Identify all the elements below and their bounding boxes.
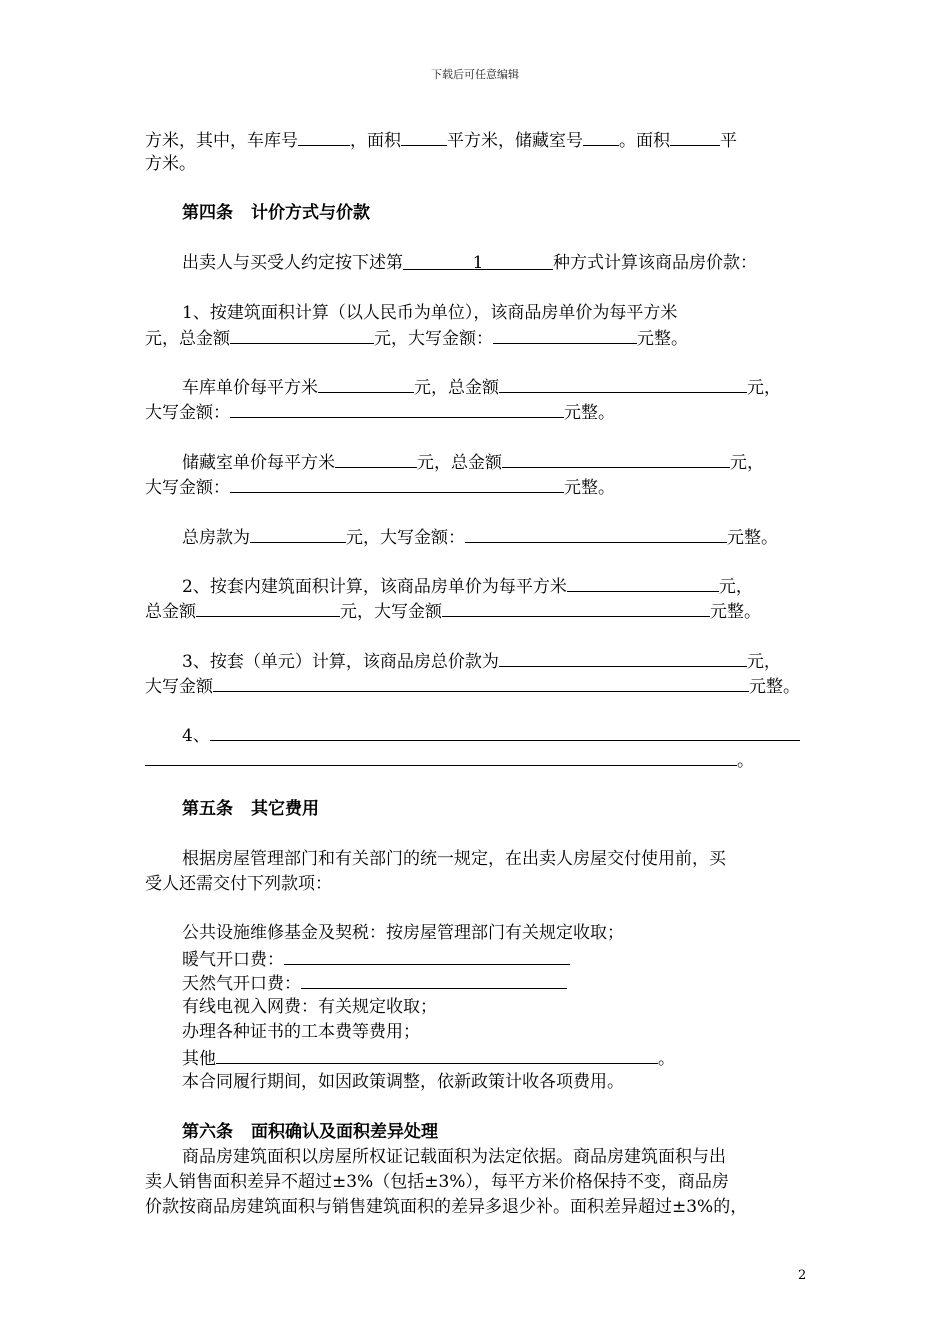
- text-line: 。: [145, 747, 754, 773]
- text-line: 大写金额： 元整。: [145, 474, 615, 500]
- blank-field[interactable]: [670, 127, 720, 146]
- blank-field[interactable]: [230, 399, 564, 418]
- page-header: 下载后可任意编辑: [431, 68, 519, 81]
- blank-field[interactable]: [301, 970, 567, 989]
- text-line: 大写金额： 元整。: [145, 399, 615, 425]
- text-line: 受人还需交付下列款项：: [145, 874, 332, 894]
- blank-field[interactable]: [216, 1045, 658, 1064]
- blank-field[interactable]: [298, 127, 350, 146]
- text-line: 天然气开口费：: [182, 970, 567, 996]
- article-heading: 第四条 计价方式与价款: [182, 203, 370, 223]
- blank-field[interactable]: [502, 449, 730, 468]
- text-line: 公共设施维修基金及契税：按房屋管理部门有关规定收取；: [182, 923, 624, 943]
- text-line: 1、按建筑面积计算（以人民币为单位），该商品房单价为每平方米: [182, 303, 678, 323]
- text-line: 其他 。: [182, 1045, 675, 1071]
- blank-field[interactable]: [230, 325, 374, 344]
- blank-field[interactable]: [335, 449, 417, 468]
- text-line: 方米。: [145, 154, 196, 174]
- blank-field[interactable]: [499, 648, 747, 667]
- blank-field[interactable]: [213, 673, 749, 692]
- blank-field[interactable]: [442, 598, 710, 617]
- text-line: 本合同履行期间，如因政策调整，依新政策计收各项费用。: [182, 1072, 624, 1092]
- blank-field[interactable]: [318, 374, 414, 393]
- text-line: 3、按套（单元）计算，该商品房总价款为 元，: [182, 648, 781, 674]
- blank-field[interactable]: [499, 374, 747, 393]
- blank-field[interactable]: [493, 325, 637, 344]
- text-line: 元，总金额 元，大写金额： 元整。: [145, 325, 688, 351]
- article-heading: 第五条 其它费用: [182, 799, 319, 819]
- text-line: 出卖人与买受人约定按下述第 1 种方式计算该商品房价款：: [182, 253, 757, 273]
- blank-field[interactable]: [230, 474, 564, 493]
- blank-field[interactable]: [196, 598, 340, 617]
- text-line: 大写金额 元整。: [145, 673, 800, 699]
- text-line: 总金额 元，大写金额 元整。: [145, 598, 761, 624]
- text-line: 卖人销售面积差异不超过±3%（包括±3%），每平方米价格保持不变，商品房: [145, 1172, 729, 1192]
- blank-field[interactable]: 1: [403, 251, 553, 270]
- page-number: 2: [798, 1268, 807, 1283]
- blank-field[interactable]: [465, 524, 727, 543]
- text-line: 车库单价每平方米 元，总金额 元，: [182, 374, 781, 400]
- blank-field[interactable]: [250, 524, 346, 543]
- text-line: 商品房建筑面积以房屋所权证记载面积为法定依据。商品房建筑面积与出: [182, 1147, 726, 1167]
- text-line: 储藏室单价每平方米 元，总金额 元，: [182, 449, 764, 475]
- text-line: 2、按套内建筑面积计算，该商品房单价为每平方米 元，: [182, 573, 753, 599]
- text-line: 根据房屋管理部门和有关部门的统一规定，在出卖人房屋交付使用前，买: [182, 849, 726, 869]
- text-line: 办理各种证书的工本费等费用；: [182, 1022, 420, 1042]
- article-heading: 第六条 面积确认及面积差异处理: [182, 1122, 438, 1142]
- blank-field[interactable]: [145, 747, 737, 766]
- text-line: 4、: [182, 722, 800, 748]
- blank-field[interactable]: [210, 722, 800, 741]
- text-line: 总房款为 元，大写金额： 元整。: [182, 524, 778, 550]
- blank-field[interactable]: [583, 127, 619, 146]
- blank-field[interactable]: [284, 946, 570, 965]
- blank-field[interactable]: [401, 127, 447, 146]
- text-line: 方米，其中，车库号 ，面积 平方米，储藏室号 。面积 平: [145, 127, 737, 153]
- text-line: 有线电视入网费：有关规定收取；: [182, 997, 437, 1017]
- text-line: 暖气开口费：: [182, 946, 570, 972]
- text-line: 价款按商品房建筑面积与销售建筑面积的差异多退少补。面积差异超过±3%的，: [145, 1197, 748, 1217]
- blank-field[interactable]: [567, 573, 719, 592]
